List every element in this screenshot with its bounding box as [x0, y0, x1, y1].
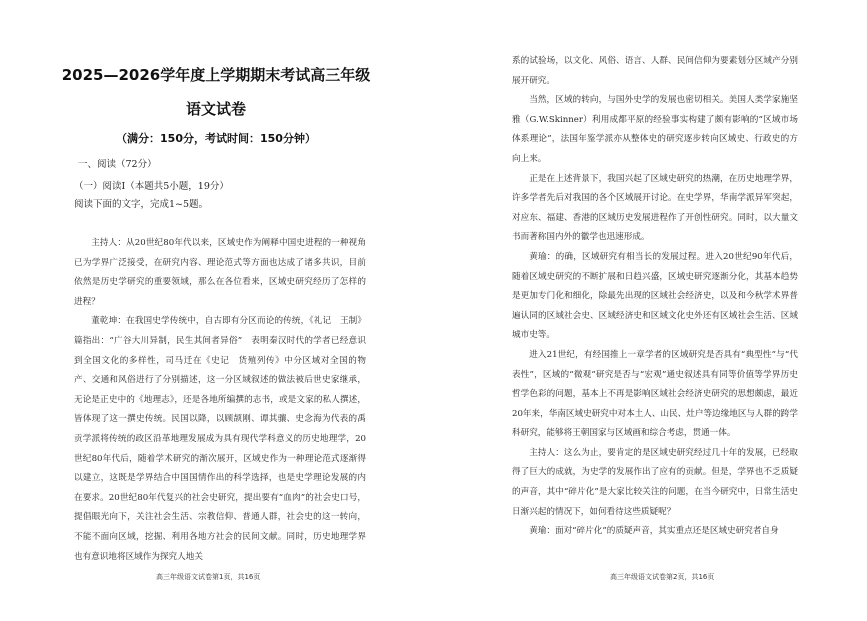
- paragraph: 黄瑜：面对“碎片化”的质疑声音，其实重点还是区域史研究者自身: [529, 526, 779, 537]
- subsection-heading: （一）阅读Ⅰ（本题共5小题，19分）: [74, 181, 229, 192]
- exam-title: 2025—2026学年度上学期期末考试高三年级: [61, 66, 371, 84]
- paragraph: 主持人：这么为止，要肯定的是区域史研究经过几十年的发展，已经取得了巨大的成就，为史学的发展作出了应有的贡献。但是，学界也不乏质疑的声音，其中“碎片化”是大家比较关注的问题，在当今研究中，日常生活史日渐兴起的情况下，如何看待这些质疑呢？: [512, 447, 798, 517]
- paragraph: 当然，区域的转向，与国外史学的发展也密切相关。美国人类学家施坚雅（G.W.Skinner）利用成都平原的经验事实构建了颇有影响的“区域市场体系理论”，法国年鉴学派亦从整体史的研究逐步转向区域史、行政史的方向上来。: [512, 95, 798, 164]
- part-heading: 一、阅读（72分）: [78, 159, 157, 170]
- paragraph: 董乾坤：在我国史学传统中，自古即有分区而论的传统，《礼记 王制》篇指出：“广谷大川异制，民生其间者异俗” 表明秦汉时代的学者已经意识到全国文化的多样性，司马迁在《史记 货殖列传》中分区域对全国的物产、交通和风俗进行了分别描述，这一分区域叙述的做法被后世史家继承，无论是正史中的《地理志》，还是各地所编撰的志书，或是文家的私人撰述，皆体现了这一撰史传统。民国以降，以顾颉刚、谭其骧、史念海为代表的禹贡学派将传统的政区沿革地理发展成为具有现代学科意义的历史地理学，20世纪80年代后，随着学术研究的渐次展开，区域史作为一种理论范式逐渐得以建立，这既是学界结合中国国情作出的科学选择，也是史学理论发展的内在要求。20世纪80年代复兴的社会史研究，提出要有“血肉”的社会史口号，提倡眼光向下，关注社会生活、宗教信仰、普通人群，社会史的这一转向，不能不面向区域，挖掘、利用各地方社会的民间文献。同时，历史地理学界也有意识地将区域作为探究人地关: [74, 316, 366, 562]
- page-footer-right: 高三年级语文试卷第2页，共16页: [610, 573, 715, 581]
- paragraph: 主持人：从20世纪80年代以来，区域史作为阐释中国史进程的一种视角已为学界广泛接受，在研究内容、理论范式等方面也达成了诸多共识，目前依然是历史学研究的重要领域，那么在各位看来，区域史研究经历了怎样的进程？: [74, 238, 366, 307]
- left-page: [0, 0, 432, 621]
- right-passage: [512, 52, 798, 542]
- exam-subject: 语文试卷: [185, 100, 246, 118]
- paragraph: 进入21世纪，有经国推上一章学者的区域研究是否具有“典型性”与“代表性”，区域的“微观”研究是否与“宏观”通史叙述具有同等价值等学界历史哲学色彩的问题，基本上不再是影响区域社会经济史研究的思想颇虑，最近20年来，华南区域史研究中对本土人、山民、灶户等边缘地区与人群的跨学科研究，能够将王朝国家与区域画和综合考虑，贯通一体。: [512, 349, 798, 439]
- instruction-text: 阅读下面的文字，完成1~5题。: [74, 199, 209, 210]
- exam-info: （满分：150分，考试时间：150分钟）: [116, 132, 316, 145]
- paragraph: 系的试验场，以文化、风俗、语言、人群、民间信仰为要素划分区域产分别展开研究。: [512, 56, 798, 86]
- right-page: [432, 0, 867, 621]
- paragraph: 黄瑜：的确，区域研究有相当长的发展过程。进入20世纪90年代后，随着区域史研究的不断扩展和日趋兴盛，区域史研究逐渐分化，其基本趋势是更加专门化和细化，除最先出现的区域社会经济史，以及和今秋学术界普遍认同的区域社会史、区域经济史和区域文化史外还有区域社会生活、区域城市史等。: [512, 251, 798, 341]
- paragraph: 正是在上述背景下，我国兴起了区域史研究的热潮，在历史地理学界，许多学者先后对我国的各个区域展开讨论。在史学界，华南学派异军突起，对应东、福建、香港的区域历史发展进程作了开创性研究。同时，以大量文书而著称国内外的徽学也迅速形成。: [512, 173, 798, 243]
- page-footer-left: 高三年级语文试卷第1页，共16页: [156, 573, 261, 581]
- left-passage: [74, 234, 366, 567]
